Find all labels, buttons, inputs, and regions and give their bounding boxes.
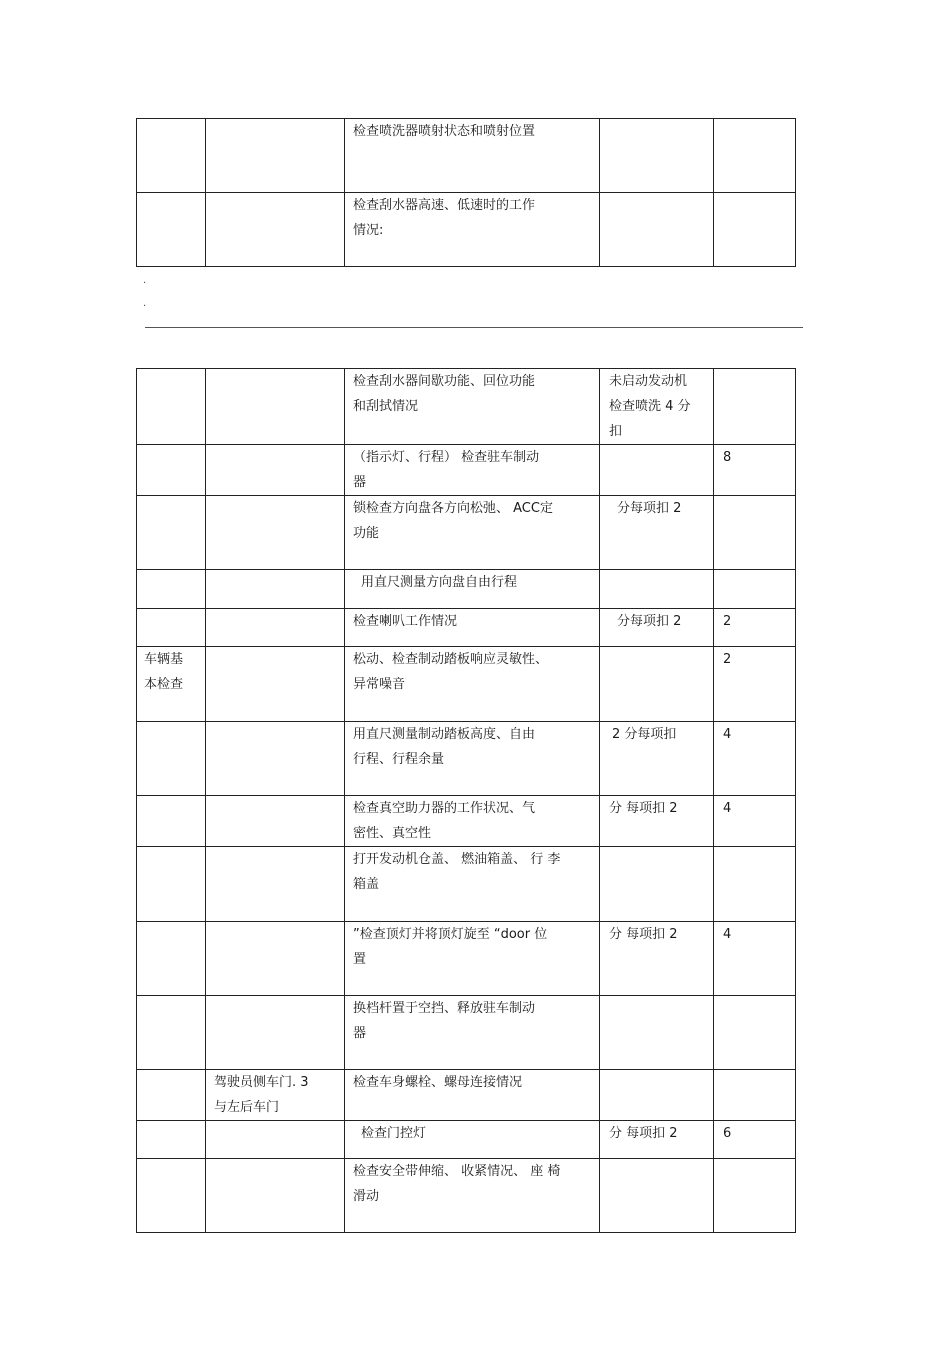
table-row (137, 1159, 796, 1233)
cell-scoring (600, 647, 714, 722)
cell-sub-item (206, 369, 345, 445)
cell-check-content: 检查车身螺栓、螺母连接情况 (345, 1070, 600, 1121)
cell-category: 车辆基 本检查 (137, 647, 206, 722)
cell-sub-item (206, 193, 345, 267)
cell-points (714, 119, 796, 193)
cell-sub-item (206, 609, 345, 647)
cell-category (137, 119, 206, 193)
cell-scoring: 分 每项扣 2 (600, 796, 714, 847)
cell-scoring (600, 1070, 714, 1121)
cell-points: 2 (714, 647, 796, 722)
cell-category (137, 496, 206, 570)
cell-check-content: 检查喇叭工作情况 (345, 609, 600, 647)
cell-category (137, 1121, 206, 1159)
cell-scoring: 分 每项扣 2 (600, 922, 714, 996)
table-row (137, 796, 796, 847)
cell-sub-item (206, 1159, 345, 1233)
cell-sub-item (206, 445, 345, 496)
cell-points: 8 (714, 445, 796, 496)
cell-category (137, 922, 206, 996)
cell-scoring: 分每项扣 2 (600, 496, 714, 570)
cell-category (137, 609, 206, 647)
inspection-table-top (136, 118, 796, 267)
cell-points: 2 (714, 609, 796, 647)
table-row (137, 119, 796, 193)
cell-category (137, 847, 206, 922)
cell-category (137, 570, 206, 609)
page-divider (145, 327, 803, 328)
cell-check-content: （指示灯、行程） 检查驻车制动 器 (345, 445, 600, 496)
cell-check-content: 松动、检查制动踏板响应灵敏性、 异常噪音 (345, 647, 600, 722)
cell-points (714, 570, 796, 609)
cell-sub-item (206, 722, 345, 796)
inspection-table-main (136, 368, 796, 1233)
cell-scoring: 分 每项扣 2 (600, 1121, 714, 1159)
cell-check-content: 换档杆置于空挡、释放驻车制动 器 (345, 996, 600, 1070)
table-row (137, 1121, 796, 1159)
cell-sub-item (206, 996, 345, 1070)
table-row (137, 996, 796, 1070)
cell-check-content: ”检查顶灯并将顶灯旋至 “door 位 置 (345, 922, 600, 996)
cell-scoring (600, 1159, 714, 1233)
cell-category (137, 996, 206, 1070)
cell-sub-item (206, 922, 345, 996)
cell-check-content: 检查刮水器间歇功能、回位功能 和刮拭情况 (345, 369, 600, 445)
cell-points (714, 193, 796, 267)
cell-check-content: 打开发动机仓盖、 燃油箱盖、 行 李 箱盖 (345, 847, 600, 922)
table-row (137, 922, 796, 996)
table-row (137, 847, 796, 922)
table-row (137, 647, 796, 722)
cell-points: 4 (714, 922, 796, 996)
cell-scoring (600, 847, 714, 922)
cell-points (714, 847, 796, 922)
table-row (137, 570, 796, 609)
table-row (137, 369, 796, 445)
table-row (137, 496, 796, 570)
cell-category (137, 193, 206, 267)
cell-scoring: 2 分每项扣 (600, 722, 714, 796)
cell-check-content: 检查门控灯 (345, 1121, 600, 1159)
cell-points: 4 (714, 796, 796, 847)
cell-points (714, 996, 796, 1070)
cell-category (137, 722, 206, 796)
cell-check-content: 检查喷洗器喷射状态和喷射位置 (345, 119, 600, 193)
cell-points (714, 496, 796, 570)
cell-check-content: 用直尺测量方向盘自由行程 (345, 570, 600, 609)
cell-sub-item (206, 647, 345, 722)
cell-scoring (600, 193, 714, 267)
cell-points: 4 (714, 722, 796, 796)
cell-points (714, 1070, 796, 1121)
cell-category (137, 445, 206, 496)
cell-points (714, 369, 796, 445)
cell-scoring (600, 570, 714, 609)
cell-points: 6 (714, 1121, 796, 1159)
table-row (137, 609, 796, 647)
cell-sub-item (206, 570, 345, 609)
page-break-dot: . (143, 275, 147, 286)
cell-sub-item (206, 796, 345, 847)
cell-check-content: 检查安全带伸缩、 收紧情况、 座 椅 滑动 (345, 1159, 600, 1233)
cell-scoring: 分每项扣 2 (600, 609, 714, 647)
cell-category (137, 369, 206, 445)
cell-category (137, 796, 206, 847)
table-row (137, 193, 796, 267)
cell-sub-item (206, 1121, 345, 1159)
table-row (137, 722, 796, 796)
cell-check-content: 锁检查方向盘各方向松弛、 ACC定 功能 (345, 496, 600, 570)
cell-category (137, 1070, 206, 1121)
cell-sub-item (206, 847, 345, 922)
cell-sub-item (206, 119, 345, 193)
cell-sub-item (206, 496, 345, 570)
cell-scoring (600, 119, 714, 193)
table-row (137, 445, 796, 496)
cell-check-content: 检查刮水器高速、低速时的工作 情况: (345, 193, 600, 267)
cell-sub-item: 驾驶员侧车门. 3 与左后车门 (206, 1070, 345, 1121)
cell-scoring (600, 996, 714, 1070)
cell-scoring (600, 445, 714, 496)
table-row (137, 1070, 796, 1121)
cell-scoring: 未启动发动机 检查喷洗 4 分 扣 (600, 369, 714, 445)
cell-check-content: 检查真空助力器的工作状况、气 密性、真空性 (345, 796, 600, 847)
page-break-dot: . (143, 298, 147, 309)
cell-check-content: 用直尺测量制动踏板高度、自由 行程、行程余量 (345, 722, 600, 796)
cell-category (137, 1159, 206, 1233)
cell-points (714, 1159, 796, 1233)
